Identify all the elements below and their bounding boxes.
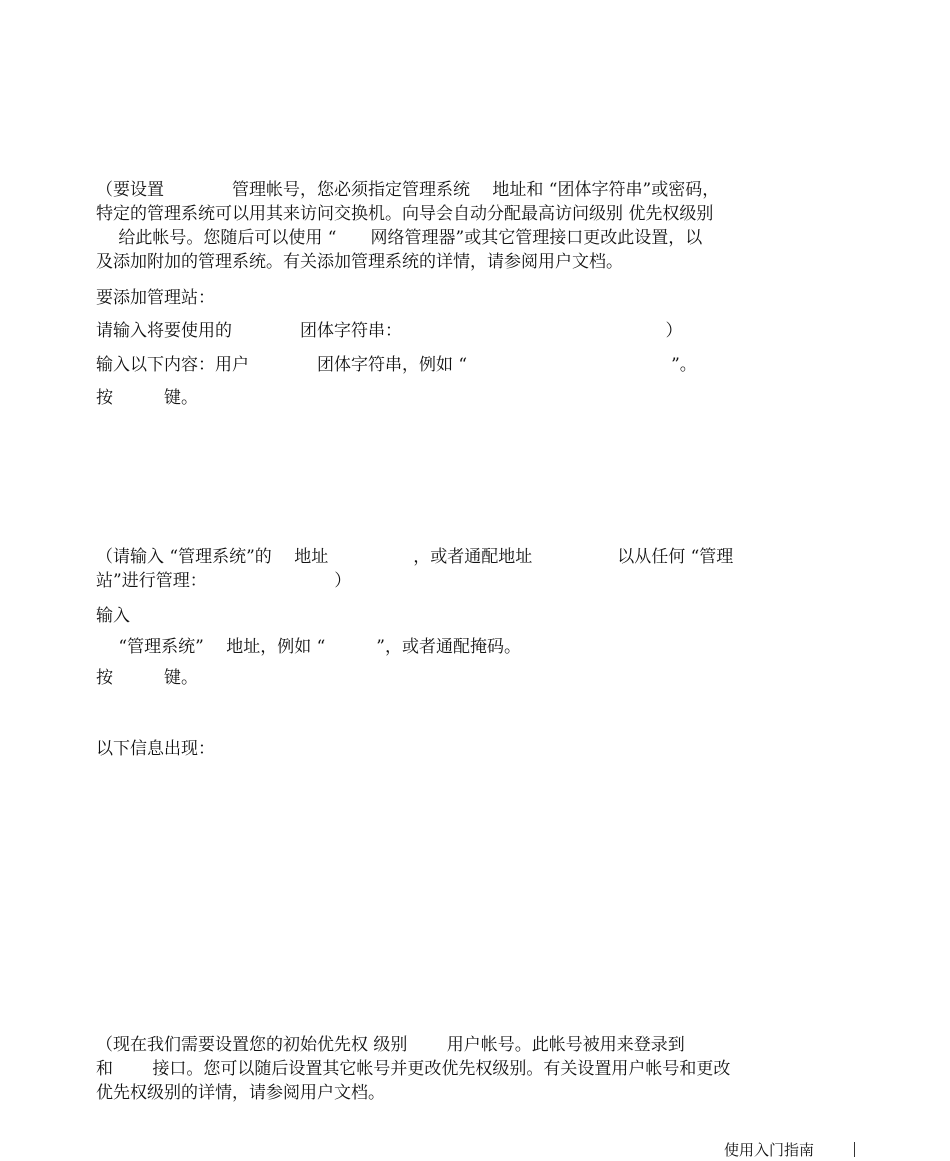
add-station-heading: 要添加管理站： (96, 288, 215, 308)
enter-content-step: 输入以下内容：用户 团体字符串，例如 “ ”。 (96, 355, 697, 375)
result-heading: 以下信息出现： (96, 739, 215, 759)
press-key-step-2: 按 键。 (96, 668, 198, 688)
account-intro-line-3: 优先权级别的详情，请参阅用户文档。 (96, 1083, 385, 1103)
community-string-step: 请输入将要使用的 团体字符串： ） (96, 321, 683, 341)
footer-guide-title: 使用入门指南 (724, 1141, 815, 1159)
ip-example-step: “管理系统” 地址，例如 “ ”，或者通配掩码。 (96, 637, 521, 657)
account-intro-line-2: 和 接口。您可以随后设置其它帐号并更改优先权级别。有关设置用户帐号和更改 (96, 1059, 731, 1079)
intro-line-2: 特定的管理系统可以用其来访问交换机。向导会自动分配最高访问级别 优先权级别 (96, 204, 714, 224)
intro-line-3: 给此帐号。您随后可以使用 “ 网络管理器”或其它管理接口更改此设置，以 (96, 228, 703, 248)
intro-line-4: 及添加附加的管理系统。有关添加管理系统的详情，请参阅用户文档。 (96, 252, 623, 272)
intro-line-1: （要设置 管理帐号，您必须指定管理系统 地址和 “团体字符串”或密码， (96, 180, 720, 200)
ip-prompt-line-1: （请输入 “管理系统”的 地址 ，或者通配地址 以从任何 “管理 (96, 547, 734, 567)
ip-prompt-line-2: 站”进行管理： ） (96, 571, 352, 591)
press-key-step: 按 键。 (96, 388, 198, 408)
enter-step: 输入 (96, 606, 130, 626)
account-intro-line-1: （现在我们需要设置您的初始优先权 级别 用户帐号。此帐号被用来登录到 (96, 1035, 685, 1055)
footer-divider (854, 1142, 855, 1157)
